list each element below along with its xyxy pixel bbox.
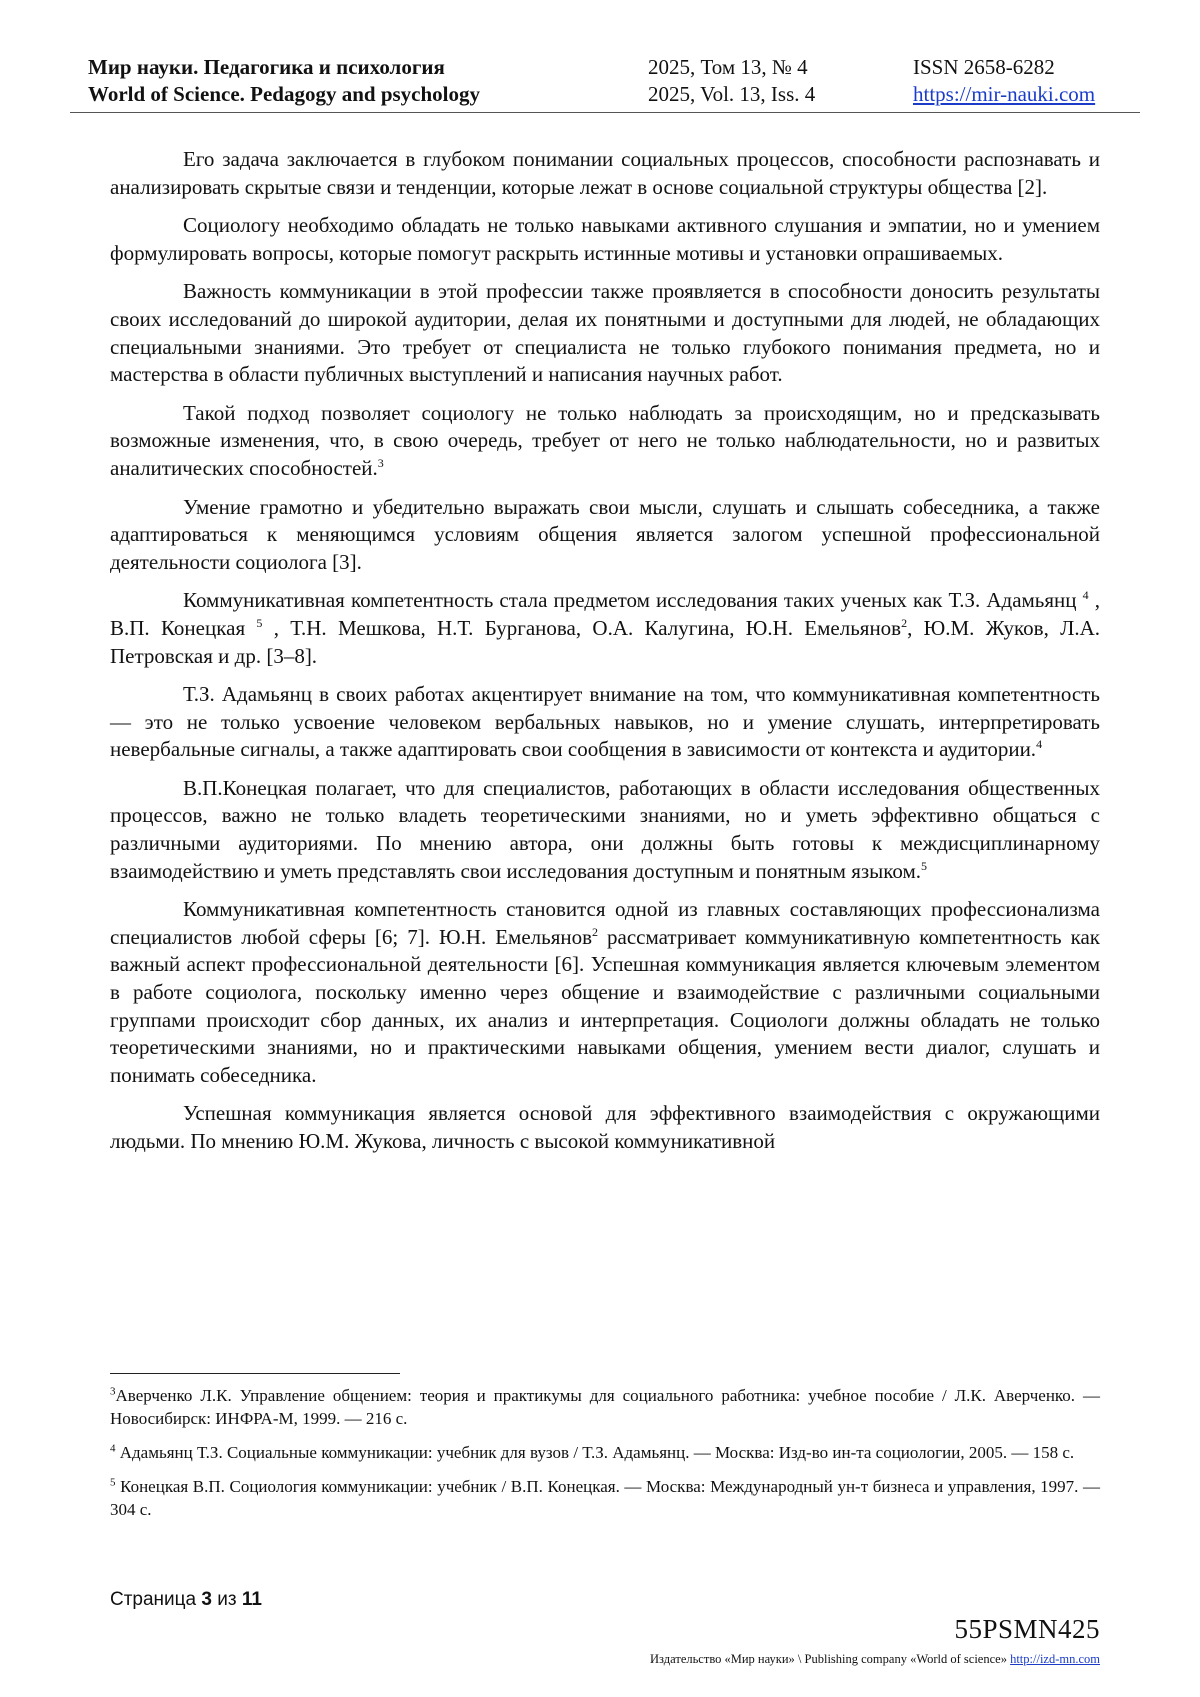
publisher-text: Издательство «Мир науки» \ Publishing company «World of science» [650, 1652, 1007, 1666]
paragraph [110, 587, 1100, 670]
paragraph: Его задача заключается в глубоком понимании социальных процессов, способности распознавать и анализировать скрытые связи и тенденции, которые лежат в основе социальной структуры общества [2]. [110, 147, 1100, 199]
paragraph: Важность коммуникации в этой профессии также проявляется в способности доносить результаты своих исследований до широкой аудитории, делая их понятными и доступными для людей, не обладающих специальными знаниями. Это требует от специалиста не только глубокого понимания предмета, но и мастерства в области публичных выступлений и написания научных работ. [110, 279, 1100, 387]
paragraph [110, 896, 1100, 1089]
footnote-divider [110, 1373, 400, 1374]
page-of: из [217, 1589, 237, 1610]
page-number [110, 1589, 262, 1611]
paragraph-text: Коммуникативная компетентность стала предметом исследования таких ученых как Т.З. Адамьянц [183, 588, 1077, 613]
footnote-number: 4 [110, 1442, 116, 1455]
page-total: 11 [241, 1589, 262, 1610]
journal-volume [648, 54, 815, 108]
journal-ids [913, 54, 1095, 108]
volume-ru: 2025, Том 13, № 4 [648, 55, 808, 79]
article-body [110, 146, 1100, 1167]
footnote-ref[interactable]: 5 [256, 615, 263, 630]
paragraph: Умение грамотно и убедительно выражать свои мысли, слушать и слышать собеседника, а также адаптироваться к меняющимся условиям общения является залогом успешной профессиональной деятельности социолога [3]. [110, 494, 1100, 574]
page-current: 3 [201, 1589, 212, 1610]
paragraph-text: , Т.Н. Мешкова, Н.Т. Бурганова, О.А. Калугина, Ю.Н. Емельянов [273, 615, 902, 640]
paragraph [110, 400, 1100, 483]
journal-title [88, 54, 480, 108]
footnote-ref[interactable]: 2 [901, 615, 908, 630]
paragraph: Успешная коммуникация является основой для эффективного взаимодействия с окружающими людьми. По мнению Ю.М. Жукова, личность с высокой коммуникативной [110, 1101, 1100, 1153]
footnote [110, 1384, 1100, 1430]
publisher-link[interactable]: http://izd-mn.com [1010, 1652, 1100, 1666]
paragraph-text: , Ю.М. Жуков, Л.А. Петровская и др. [3–8]. [110, 615, 1101, 668]
footnote-text: Аверченко Л.К. Управление общением: теория и практикумы для социального работника: учебное пособие / Л.К. Аверченко. — Новосибирск: ИНФРА-М, 1999. — 216 с. [110, 1386, 1100, 1428]
footnote [110, 1475, 1100, 1521]
paragraph-text: Т.З. Адамьянц в своих работах акцентирует внимание на том, что коммуникативная компетентность — это не только усвоение человеком вербальных навыков, но и умение слушать, интерпретировать невербальные сигналы, а также адаптировать свои сообщения в зависимости от контекста и аудитории. [110, 682, 1100, 762]
article-code: 55PSMN425 [954, 1614, 1100, 1644]
footnote-text: Адамьянц Т.З. Социальные коммуникации: учебник для вузов / Т.З. Адамьянц. — Москва: Изд-во ин-та социологии, 2005. — 158 с. [115, 1443, 1075, 1462]
journal-header [70, 50, 1140, 113]
journal-url-link[interactable]: https://mir-nauki.com [913, 82, 1096, 106]
paragraph-text: , В.П. Конецкая [110, 588, 1101, 640]
footnotes [110, 1384, 1100, 1532]
paragraph-text: Коммуникативная компетентность становится одной из главных составляющих профессионализма специалистов любой сферы [6; 7]. Ю.Н. Емельянов [110, 897, 1100, 949]
paragraph-text: рассматривает коммуникативную компетентность как важный аспект профессиональной деятельности [6]. Успешная коммуникация является ключевым элементом в работе социолога, поскольку именно через общение и взаимодействие с различными социальными группами происходит сбор данных, их анализ и интерпретация. Социологи должны обладать не только теоретическими знаниями, но и практическими навыками общения, умением вести диалог, слушать и понимать собеседника. [110, 924, 1100, 1087]
paragraph-text: Такой подход позволяет социологу не только наблюдать за происходящим, но и предсказывать возможные изменения, что, в свою очередь, требует от него не только наблюдательности, но и развитых аналитических способностей. [110, 400, 1100, 480]
footnote-number: 3 [110, 1385, 116, 1398]
footnote [110, 1441, 1100, 1464]
paragraph-text: В.П.Конецкая полагает, что для специалистов, работающих в области исследования общественных процессов, важно не только владеть теоретическими знаниями, но и уметь эффективно общаться с различными аудиториями. По мнению автора, они должны быть готовы к междисциплинарному взаимодействию и уметь представлять свои исследования доступным и понятным языком. [110, 775, 1100, 883]
paragraph: Социологу необходимо обладать не только навыками активного слушания и эмпатии, но и умением формулировать вопросы, которые помогут раскрыть истинные мотивы и установки опрашиваемых. [110, 213, 1100, 265]
footnote-ref[interactable]: 2 [592, 924, 599, 939]
page-word: Страница [110, 1589, 197, 1610]
footnote-text: Конецкая В.П. Социология коммуникации: учебник / В.П. Конецкая. — Москва: Международный ун-т бизнеса и управления, 1997. — 304 с. [110, 1477, 1100, 1519]
footnote-ref[interactable]: 3 [377, 455, 384, 470]
footnote-ref[interactable]: 4 [1036, 737, 1043, 752]
journal-title-ru: Мир науки. Педагогика и психология [88, 55, 445, 79]
paragraph [110, 681, 1100, 764]
footnote-number: 5 [110, 1476, 116, 1489]
publisher-line [650, 1652, 1100, 1667]
footnote-ref[interactable]: 4 [1082, 588, 1089, 603]
issn: ISSN 2658-6282 [913, 55, 1055, 79]
volume-en: 2025, Vol. 13, Iss. 4 [648, 82, 816, 106]
paragraph [110, 775, 1100, 885]
journal-title-en: World of Science. Pedagogy and psychology [88, 82, 481, 106]
footnote-ref[interactable]: 5 [921, 858, 928, 873]
